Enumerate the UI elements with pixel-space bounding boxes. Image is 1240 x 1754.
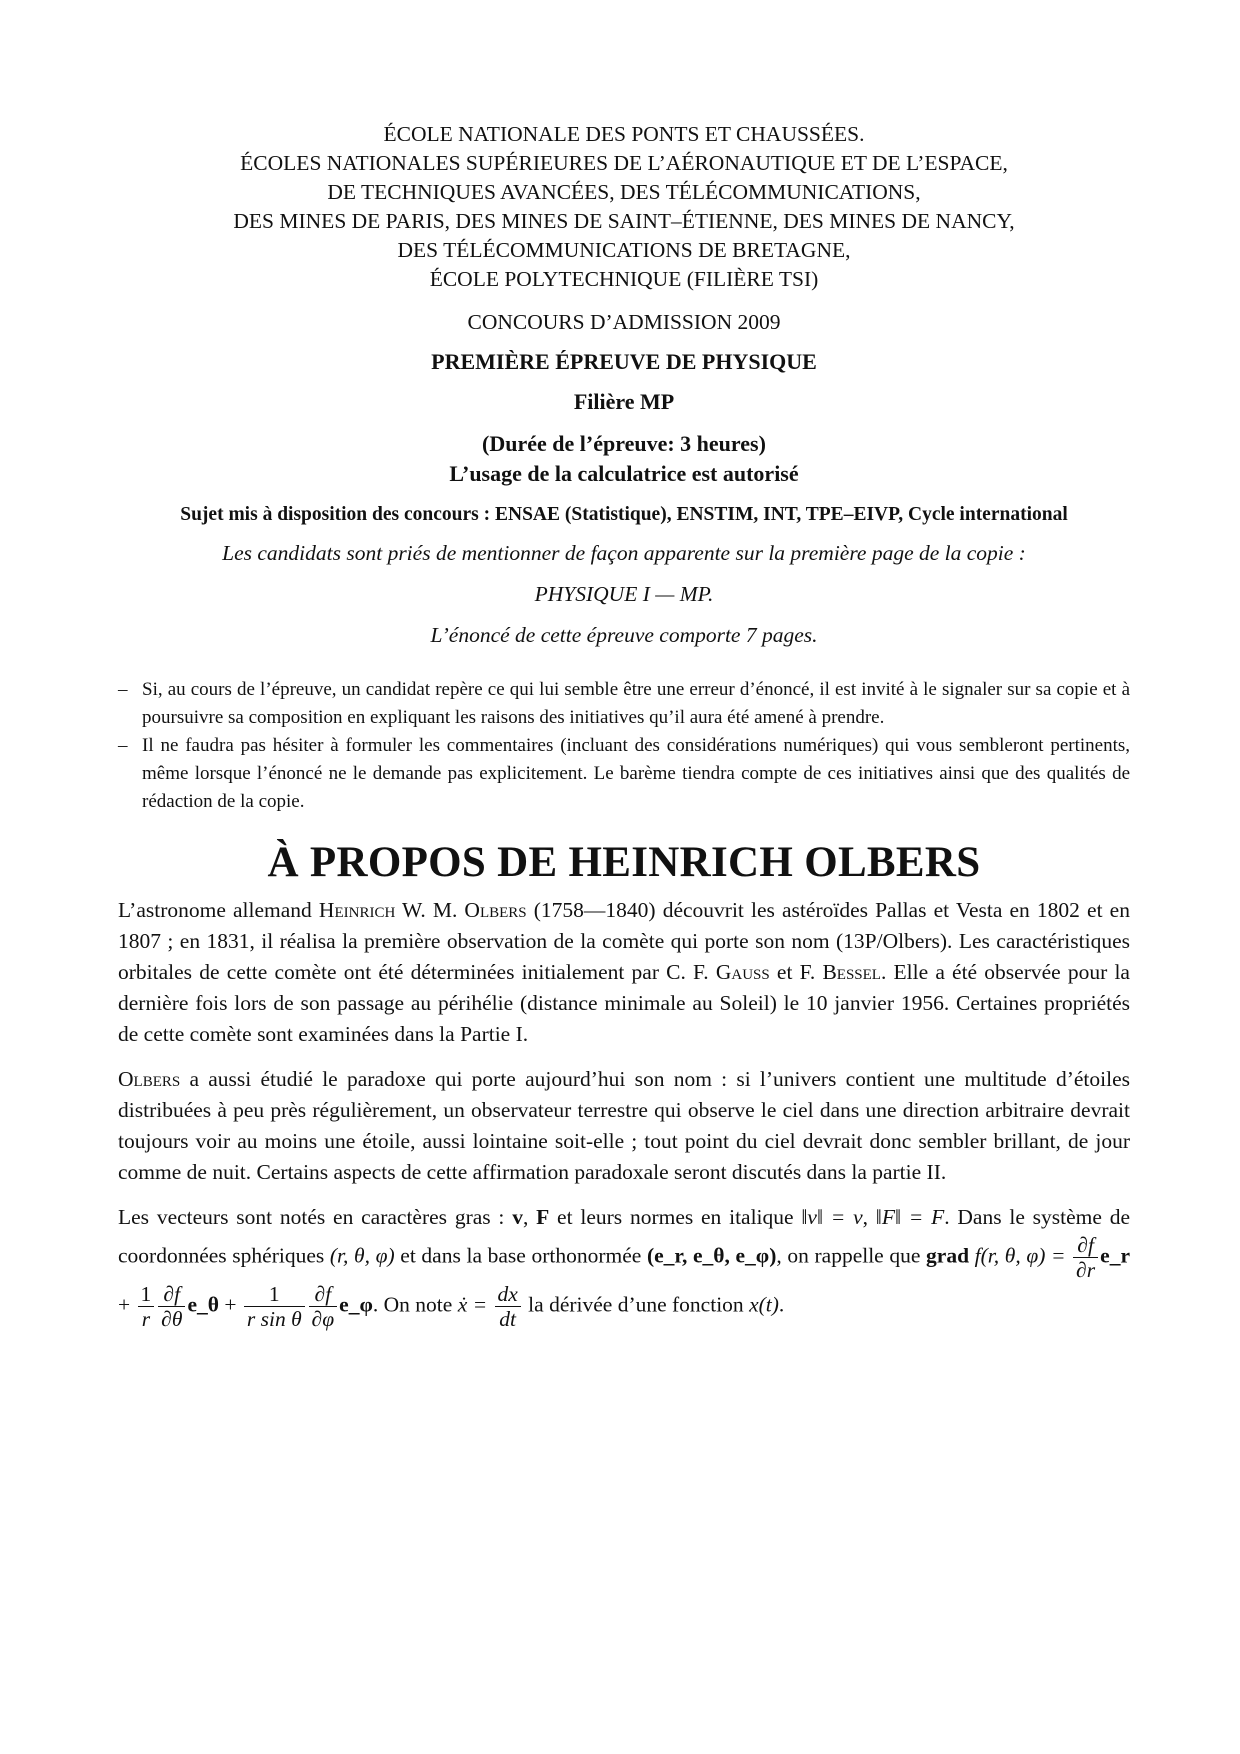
derivative-fraction bbox=[495, 1282, 521, 1331]
text-run: . Dans le système de coordonnées sphériques bbox=[118, 1205, 1131, 1268]
person-name: Heinrich W. M. Olbers bbox=[318, 898, 527, 922]
list-bullet: – bbox=[118, 735, 128, 756]
norm-expression: ‖F‖ = F bbox=[875, 1205, 945, 1229]
list-item bbox=[118, 732, 1130, 816]
fraction-numerator: dx bbox=[495, 1282, 521, 1307]
fraction-denominator: r sin θ bbox=[246, 1307, 302, 1331]
grad-operator: grad bbox=[926, 1243, 970, 1268]
basis-vector: e_θ bbox=[187, 1292, 219, 1317]
operator: + bbox=[218, 1292, 242, 1317]
rules-list bbox=[118, 676, 1130, 816]
rule-text: Si, au cours de l’épreuve, un candidat repère ce qui lui semble être une erreur d’énoncé, il est invité à le signaler sur sa copie et à poursuivre sa composition en expliquant les raisons des initiatives qu’il aura été amené à prendre. bbox=[142, 679, 1130, 728]
school-line: DES MINES DE PARIS, DES MINES DE SAINT–ÉTIENNE, DES MINES DE NANCY, bbox=[233, 209, 1015, 233]
list-bullet: – bbox=[118, 679, 128, 700]
paragraph-paradox bbox=[118, 1064, 1130, 1188]
fraction-denominator: ∂θ bbox=[161, 1307, 183, 1331]
vector-symbol: v bbox=[512, 1205, 523, 1229]
basis-vector: e_r bbox=[1100, 1243, 1131, 1268]
text-run: . bbox=[778, 1292, 785, 1317]
calculator-note: L’usage de la calculatrice est autorisé bbox=[449, 461, 799, 486]
paragraph-intro bbox=[118, 895, 1130, 1050]
page-count-note: L’énoncé de cette épreuve comporte 7 pages. bbox=[430, 623, 818, 647]
basis-expression: (e_r, e_θ, e_φ) bbox=[646, 1243, 777, 1268]
derivative-expression: ẋ = bbox=[457, 1292, 493, 1317]
school-line: ÉCOLE NATIONALE DES PONTS ET CHAUSSÉES. bbox=[383, 122, 865, 146]
person-name: Bessel bbox=[822, 960, 881, 984]
paragraph-notation bbox=[118, 1202, 1130, 1331]
coordinates-expression: (r, θ, φ) bbox=[329, 1243, 395, 1268]
filiere-label: Filière MP bbox=[573, 389, 675, 414]
school-line: DE TECHNIQUES AVANCÉES, DES TÉLÉCOMMUNICATIONS, bbox=[327, 180, 921, 204]
fraction-numerator: ∂f bbox=[309, 1282, 338, 1307]
school-line: ÉCOLE POLYTECHNIQUE (FILIÈRE TSI) bbox=[429, 267, 819, 291]
text-run: et leurs normes en italique bbox=[549, 1205, 802, 1229]
text-run: . Elle a été observée pour la dernière fois lors de son passage au périhélie (distance minimale au Soleil) le 10 janvier 1956. Certaines propriétés de cette comète sont examinées dans la Partie I. bbox=[118, 960, 1130, 1046]
school-line: ÉCOLES NATIONALES SUPÉRIEURES DE L’AÉRONAUTIQUE ET DE L’ESPACE, bbox=[240, 151, 1008, 175]
function-expression: f(r, θ, φ) = bbox=[969, 1243, 1072, 1268]
coefficient-fraction bbox=[244, 1282, 305, 1331]
vector-symbol: F bbox=[536, 1205, 550, 1229]
text-run: a aussi étudié le paradoxe qui porte aujourd’hui son nom : si l’univers contient une multitude d’étoiles distribuées à peu près régulièrement, un observateur terrestre qui observe le ciel dans une direction arbitraire devrait toujours voir au moins une étoile, aussi lointaine soit-elle ; tout point du ciel devrait donc sembler brillant, de jour comme de nuit. Certains aspects de cette affirmation paradoxale seront discutés dans la partie II. bbox=[118, 1067, 1130, 1184]
basis-vector: e_φ bbox=[339, 1292, 373, 1317]
fraction-denominator: ∂r bbox=[1076, 1258, 1096, 1282]
list-item bbox=[118, 676, 1130, 732]
operator: + bbox=[118, 1292, 136, 1317]
partial-fraction bbox=[158, 1282, 185, 1331]
exam-title: PREMIÈRE ÉPREUVE DE PHYSIQUE bbox=[431, 349, 817, 374]
text-run: la dérivée d’une fonction bbox=[522, 1292, 750, 1317]
text-run: , bbox=[862, 1205, 876, 1229]
text-run: , on rappelle que bbox=[776, 1243, 927, 1268]
fraction-numerator: ∂f bbox=[1073, 1233, 1098, 1258]
fraction-denominator: ∂φ bbox=[311, 1307, 335, 1331]
partial-fraction bbox=[1073, 1233, 1098, 1282]
school-line: DES TÉLÉCOMMUNICATIONS DE BRETAGNE, bbox=[397, 238, 851, 262]
duration-text: (Durée de l’épreuve: 3 heures) bbox=[482, 431, 766, 456]
text-run: et dans la base orthonormée bbox=[394, 1243, 647, 1268]
subject-availability: Sujet mis à disposition des concours : ENSAE (Statistique), ENSTIM, INT, TPE–EIVP, Cycle international bbox=[180, 504, 1068, 525]
text-run: Les vecteurs sont notés en caractères gras : bbox=[118, 1205, 513, 1229]
fraction-numerator: ∂f bbox=[158, 1282, 185, 1307]
partial-fraction bbox=[309, 1282, 338, 1331]
person-name: Olbers bbox=[118, 1067, 181, 1091]
text-run: , bbox=[522, 1205, 537, 1229]
fraction-denominator: r bbox=[141, 1307, 151, 1331]
exam-page bbox=[118, 120, 1130, 1331]
fraction-numerator: 1 bbox=[244, 1282, 305, 1307]
norm-expression: ‖v‖ = v bbox=[801, 1205, 863, 1229]
fraction-denominator: dt bbox=[499, 1307, 517, 1331]
concours-line: CONCOURS D’ADMISSION 2009 bbox=[467, 310, 781, 334]
candidate-instruction: Les candidats sont priés de mentionner de façon apparente sur la première page de la copie : bbox=[222, 541, 1026, 565]
copy-label: PHYSIQUE I — MP. bbox=[534, 582, 714, 606]
person-name: Gauss bbox=[715, 960, 770, 984]
text-run: L’astronome allemand bbox=[118, 898, 319, 922]
rule-text: Il ne faudra pas hésiter à formuler les commentaires (incluant des considérations numériques) qui vous sembleront pertinents, même lorsque l’énoncé ne le demande pas explicitement. Le barème tiendra compte de ces initiatives ainsi que des qualités de rédaction de la copie. bbox=[142, 735, 1130, 812]
text-run: (1758—1840) découvrit les astéroïdes Pallas et Vesta en 1802 et en 1807 ; en 1831, il réalisa la première observation de la comète qui porte son nom (13P/Olbers). Les caractéristiques orbitales de cette comète ont été déterminées initialement par C. F. bbox=[118, 898, 1130, 984]
text-run: et F. bbox=[769, 960, 823, 984]
school-list bbox=[118, 120, 1130, 294]
text-run: . On note bbox=[372, 1292, 458, 1317]
function-expression: x(t) bbox=[749, 1292, 779, 1317]
duration-block bbox=[118, 429, 1130, 489]
fraction-numerator: 1 bbox=[138, 1282, 155, 1307]
coefficient-fraction bbox=[138, 1282, 155, 1331]
section-title: À PROPOS DE HEINRICH OLBERS bbox=[267, 839, 981, 886]
